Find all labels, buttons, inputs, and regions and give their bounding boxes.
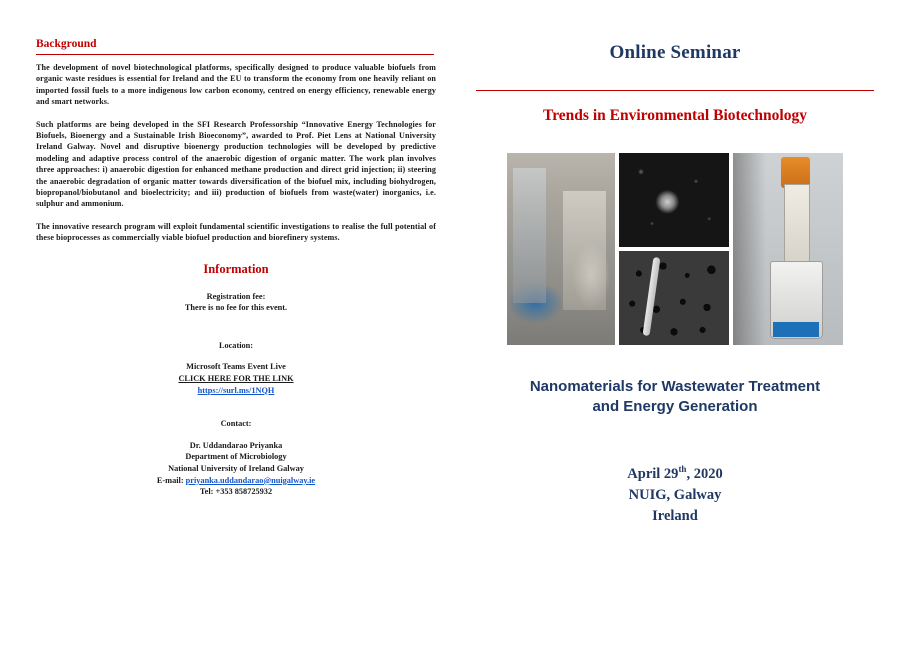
registration-fee-label: Registration fee:	[206, 291, 266, 301]
spacer-3	[36, 396, 436, 418]
sem-micrograph-photo-surface	[619, 153, 729, 247]
contact-institution: National University of Ireland Galway	[168, 464, 304, 474]
contact-telephone: Tel: +353 858725932	[199, 487, 273, 497]
right-column	[466, 42, 884, 527]
background-paragraph-3: The innovative research program will exploit fundamental scientific investigations to realise the full potential of these bioprocesses as commercially viable biofuel production and biorefinery systems.	[36, 221, 436, 243]
contact-department: Department of Microbiology	[185, 452, 287, 462]
reactor-tank-photo-surface	[733, 153, 843, 345]
image-collage	[505, 153, 845, 345]
talk-title-line-1: Nanomaterials for Wastewater Treatment	[529, 378, 821, 395]
location-label: Location:	[218, 340, 254, 350]
membrane-pores-photo	[619, 251, 729, 345]
seminar-divider	[476, 90, 874, 91]
registration-block	[36, 291, 436, 314]
click-here-link[interactable]: CLICK HERE FOR THE LINK	[178, 374, 294, 384]
lab-bioreactor-photo-surface	[507, 153, 615, 345]
information-heading: Information	[203, 261, 269, 276]
sem-micrograph-photo	[619, 153, 729, 247]
event-date-year: , 2020	[686, 465, 723, 482]
micrograph-photo-column	[619, 153, 729, 345]
contact-email-label: E-mail:	[156, 475, 184, 485]
tank-blue-base	[773, 322, 819, 337]
tank-shadow	[733, 153, 766, 345]
event-venue: NUIG, Galway	[628, 486, 722, 503]
contact-block	[36, 418, 436, 498]
contact-label: Contact:	[220, 419, 252, 429]
event-details	[466, 459, 884, 527]
registration-fee-text: There is no fee for this event.	[184, 303, 288, 313]
location-block	[36, 340, 436, 396]
lab-bioreactor-photo	[507, 153, 615, 345]
tank-column	[784, 184, 810, 267]
seminar-title: Online Seminar	[609, 42, 741, 63]
contact-email-row	[36, 475, 436, 487]
event-date	[466, 459, 884, 485]
contact-name: Dr. Uddandarao Priyanka	[189, 440, 283, 450]
background-heading: Background	[36, 38, 97, 50]
talk-title	[466, 377, 884, 417]
spacer-1	[36, 314, 436, 340]
event-date-ordinal: th	[678, 464, 687, 474]
event-date-day: April 29	[627, 465, 679, 482]
reactor-tank-photo	[733, 153, 843, 345]
spacer-4	[36, 430, 436, 440]
membrane-pores-photo-surface	[619, 251, 729, 345]
location-url-link[interactable]: https://surl.ms/1NQH	[197, 385, 275, 395]
background-paragraph-1: The development of novel biotechnological platforms, specifically designed to produce valuable biofuels from organic waste residues is essential for Ireland and the EU to transform the economy from one heavily reliant on imported fossil fuels to a more indigenous low carbon economy, centred on energy efficiency, renewable energy and smart networks.	[36, 63, 436, 107]
spacer-2	[36, 351, 436, 361]
talk-title-line-2: and Energy Generation	[592, 398, 758, 415]
event-country: Ireland	[652, 507, 698, 524]
background-paragraph-2: Such platforms are being developed in the SFI Research Professorship “Innovative Energy Technologies for Biofuels, Bioenergy and a Sustainable Irish Bioeconomy”, awarded to Prof. Piet Lens at National University Ireland Galway. Novel and disruptive bioenergy production technologies will be developed by predictive modeling and adaptive process control of the anaerobic digestion of organic matter. The work plan involves three approaches: i) anaerobic digestion for enhanced methane production and direct grid injection; ii) steering the anaerobic degradation of organic matter towards diversification of the biofuel mix, including biohydrogen, biopropanol/biobutanol and bioelectricity; and iii) production of biofuels from waste(water) inorganics, i.e. sulphur and ammonium.	[36, 119, 436, 209]
series-title: Trends in Environmental Biotechnology	[543, 107, 807, 124]
left-column	[36, 38, 436, 498]
contact-email-link[interactable]: priyanka.uddandarao@nuigalway.ie	[185, 475, 316, 485]
background-divider	[36, 54, 434, 55]
location-platform: Microsoft Teams Event Live	[186, 362, 286, 372]
